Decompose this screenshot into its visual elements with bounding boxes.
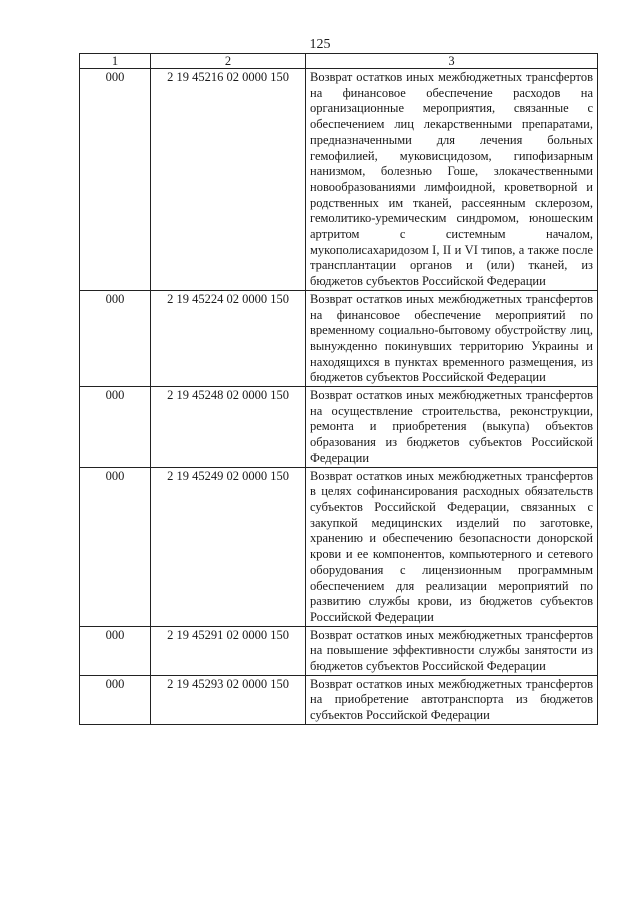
kbk-code-cell: 2 19 45216 02 0000 150 bbox=[151, 69, 306, 291]
kbk-code-cell: 2 19 45248 02 0000 150 bbox=[151, 387, 306, 468]
admin-code-cell: 000 bbox=[80, 467, 151, 626]
description-cell: Возврат остатков иных межбюджетных трансфертов на финансовое обеспечение мероприятий по временному социально-бытовому обустройству лиц, вынужденно покинувших территорию Украины и находящихся в пунктах временного размещения, из бюджетов субъектов Российской Федерации bbox=[306, 290, 598, 386]
admin-code-cell: 000 bbox=[80, 675, 151, 724]
page-number: 125 bbox=[309, 37, 331, 52]
table-row bbox=[80, 290, 598, 386]
kbk-code-cell: 2 19 45293 02 0000 150 bbox=[151, 675, 306, 724]
kbk-code-cell: 2 19 45249 02 0000 150 bbox=[151, 467, 306, 626]
description-cell: Возврат остатков иных межбюджетных трансфертов на осуществление строительства, реконструкции, ремонта и приобретения (выкупа) объектов образования из бюджетов субъектов Российской Федерации bbox=[306, 387, 598, 468]
description-cell: Возврат остатков иных межбюджетных трансфертов в целях софинансирования расходных обязательств субъектов Российской Федерации, связанных с закупкой медицинских изделий по заготовке, хранению и обеспечению безопасности донорской крови и ее компонентов, компьютерного и сетевого оборудования с лицензионным программным обеспечением для реализации мероприятий по развитию службы крови, из бюджетов субъектов Российской Федерации bbox=[306, 467, 598, 626]
description-cell: Возврат остатков иных межбюджетных трансфертов на финансовое обеспечение расходов на организационные мероприятия, связанные с обеспечением лиц лекарственными препаратами, предназначенными для лечения больных гемофилией, муковисцидозом, гипофизарным нанизмом, болезнью Гоше, злокачественными новообразованиями лимфоидной, кроветворной и родственных им тканей, рассеянным склерозом, гемолитико-уремическим синдромом, юношеским артритом с системным началом, мукополисахаридозом I, II и VI типов, а также после трансплантации органов и (или) тканей, из бюджетов субъектов Российской Федерации bbox=[306, 69, 598, 291]
kbk-code-cell: 2 19 45224 02 0000 150 bbox=[151, 290, 306, 386]
column-header-1: 1 bbox=[80, 54, 151, 69]
admin-code-cell: 000 bbox=[80, 626, 151, 675]
description-cell: Возврат остатков иных межбюджетных трансфертов на приобретение автотранспорта из бюджетов субъектов Российской Федерации bbox=[306, 675, 598, 724]
table-header-row bbox=[80, 54, 598, 69]
table-row bbox=[80, 675, 598, 724]
table-row bbox=[80, 387, 598, 468]
column-header-3: 3 bbox=[306, 54, 598, 69]
kbk-code-cell: 2 19 45291 02 0000 150 bbox=[151, 626, 306, 675]
admin-code-cell: 000 bbox=[80, 69, 151, 291]
table-row bbox=[80, 626, 598, 675]
description-cell: Возврат остатков иных межбюджетных трансфертов на повышение эффективности службы занятости из бюджетов субъектов Российской Федерации bbox=[306, 626, 598, 675]
budget-codes-table bbox=[79, 53, 598, 725]
column-header-2: 2 bbox=[151, 54, 306, 69]
admin-code-cell: 000 bbox=[80, 387, 151, 468]
table-row bbox=[80, 467, 598, 626]
admin-code-cell: 000 bbox=[80, 290, 151, 386]
table-row bbox=[80, 69, 598, 291]
